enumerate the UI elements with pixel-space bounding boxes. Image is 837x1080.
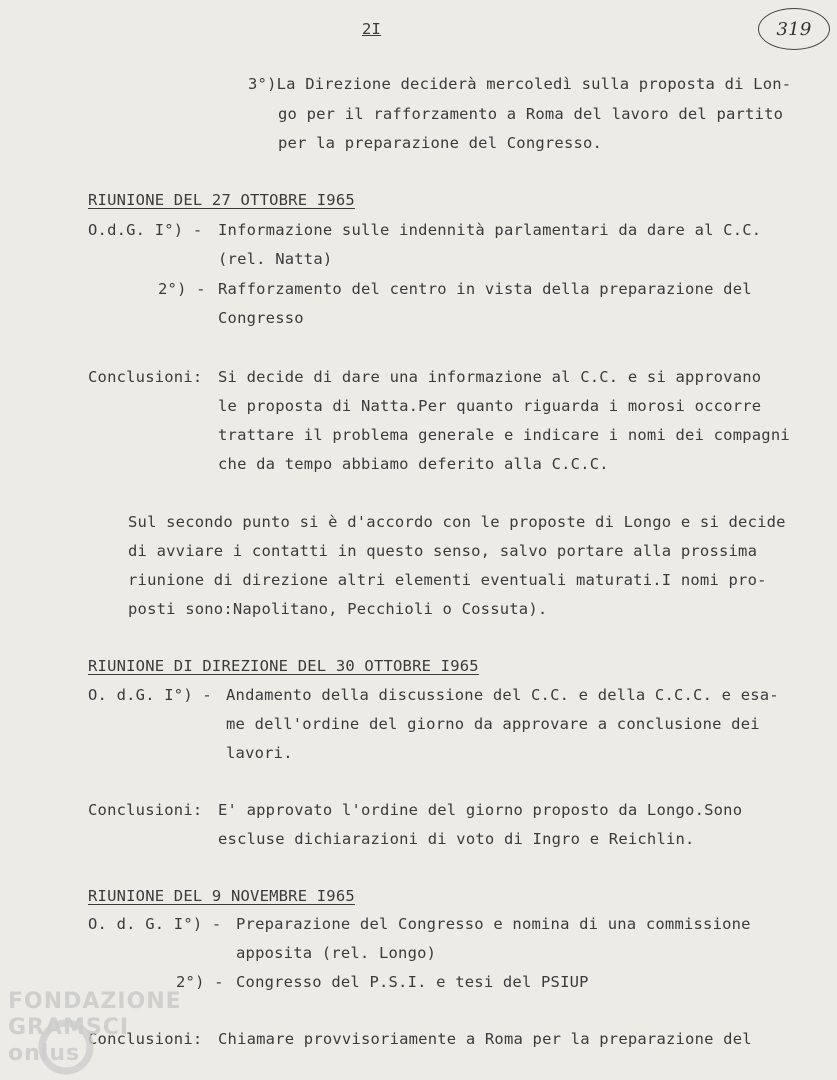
agenda-item-line: lavori. bbox=[226, 744, 293, 762]
agenda-item-line: apposita (rel. Longo) bbox=[236, 944, 437, 962]
page-number: 2I bbox=[362, 20, 382, 38]
conclusions-label: Conclusioni: bbox=[88, 1030, 203, 1048]
agenda-item-line: Preparazione del Congresso e nomina di una commissione bbox=[236, 915, 751, 933]
agenda-item-line: Rafforzamento del centro in vista della preparazione del bbox=[218, 280, 752, 298]
conclusions-line: che da tempo abbiamo deferito alla C.C.C. bbox=[218, 455, 609, 473]
conclusions-line: Si decide di dare una informazione al C.C. e si approvano bbox=[218, 368, 762, 386]
intro-line: per la preparazione del Congresso. bbox=[278, 134, 603, 152]
agenda-item-line: Congresso bbox=[218, 309, 304, 327]
intro-line: 3°)La Direzione deciderà mercoledì sulla proposta di Lon- bbox=[248, 75, 792, 93]
conclusions-label: Conclusioni: bbox=[88, 801, 203, 819]
intro-line: go per il rafforzamento a Roma del lavoro del partito bbox=[278, 105, 784, 123]
meeting-heading: RIUNIONE DEL 9 NOVEMBRE I965 bbox=[88, 887, 355, 905]
paragraph-line: riunione di direzione altri elementi eventuali maturati.I nomi pro- bbox=[128, 571, 767, 589]
agenda-label: O.d.G. I°) - bbox=[88, 221, 203, 239]
agenda-label: O. d.G. I°) - bbox=[88, 686, 212, 704]
agenda-item-label: 2°) - bbox=[158, 280, 206, 298]
watermark-logo-icon bbox=[34, 1015, 114, 1075]
archive-number-stamp: 319 bbox=[758, 8, 830, 50]
paragraph-line: posti sono:Napolitano, Pecchioli o Cossuta). bbox=[128, 600, 548, 618]
agenda-item-line: Congresso del P.S.I. e tesi del PSIUP bbox=[236, 973, 589, 991]
agenda-item-line: Informazione sulle indennità parlamentari da dare al C.C. bbox=[218, 221, 762, 239]
conclusions-line: le proposta di Natta.Per quanto riguarda i morosi occorre bbox=[218, 397, 762, 415]
conclusions-label: Conclusioni: bbox=[88, 368, 203, 386]
conclusions-line: escluse dichiarazioni di voto di Ingro e Reichlin. bbox=[218, 830, 695, 848]
paragraph-line: Sul secondo punto si è d'accordo con le proposte di Longo e si decide bbox=[128, 513, 786, 531]
fondazione-watermark bbox=[8, 985, 218, 1080]
agenda-item-line: me dell'ordine del giorno da approvare a conclusione dei bbox=[226, 715, 760, 733]
conclusions-line: trattare il problema generale e indicare i nomi dei compagni bbox=[218, 426, 790, 444]
conclusions-line: E' approvato l'ordine del giorno proposto da Longo.Sono bbox=[218, 801, 743, 819]
paragraph-line: di avviare i contatti in questo senso, salvo portare alla prossima bbox=[128, 542, 758, 560]
meeting-heading: RIUNIONE DEL 27 OTTOBRE I965 bbox=[88, 191, 355, 209]
agenda-item-line: (rel. Natta) bbox=[218, 250, 333, 268]
agenda-label: O. d. G. I°) - bbox=[88, 915, 222, 933]
agenda-item-label: 2°) - bbox=[176, 973, 224, 991]
conclusions-line: Chiamare provvisoriamente a Roma per la preparazione del bbox=[218, 1030, 752, 1048]
meeting-heading: RIUNIONE DI DIREZIONE DEL 30 OTTOBRE I965 bbox=[88, 657, 479, 675]
watermark-text: FONDAZIONE GRAMSCI onlus bbox=[8, 989, 182, 1066]
agenda-item-line: Andamento della discussione del C.C. e della C.C.C. e esa- bbox=[226, 686, 779, 704]
